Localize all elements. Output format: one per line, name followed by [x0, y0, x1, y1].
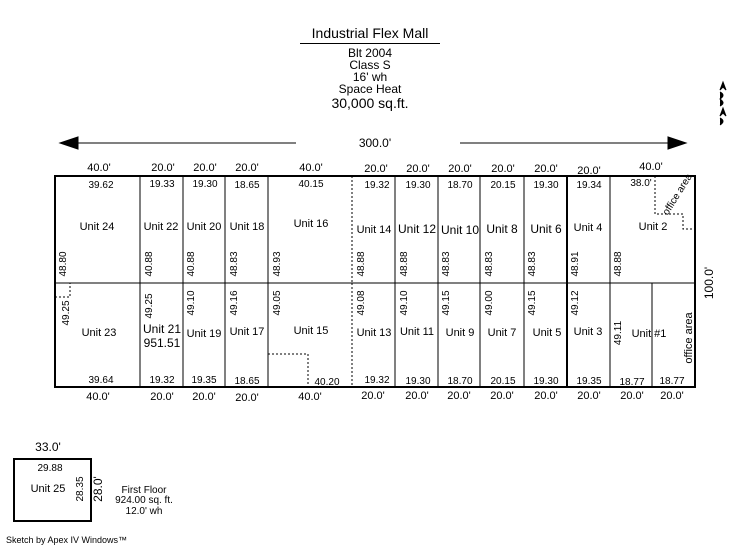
depth-value: 48.91: [570, 251, 581, 277]
dimension-label: 20.0': [361, 390, 385, 402]
unit-label: Unit 24: [79, 221, 115, 233]
frontage-value: 39.64: [88, 375, 114, 386]
frontage-value: 19.33: [149, 179, 175, 190]
unit-label: Unit 16: [293, 218, 329, 230]
depth-value: 48.88: [356, 251, 367, 277]
dimension-label: 20.0': [151, 162, 175, 174]
unit-25-width: 33.0': [35, 440, 61, 454]
sketch-title: Industrial Flex Mall: [311, 25, 429, 41]
frontage-value: 19.30: [533, 180, 559, 191]
unit-label: Unit 9: [445, 327, 475, 339]
depth-value: 48.88: [613, 251, 624, 277]
depth-value: 49.11: [613, 320, 624, 346]
dimension-label: 20.0': [193, 162, 217, 174]
unit-25-note: 12.0' wh: [125, 506, 163, 517]
north-arrow-icon: [720, 82, 726, 125]
dimension-label: 20.0': [577, 165, 601, 177]
frontage-value: 40.20: [314, 377, 340, 388]
dimension-label: 20.0': [660, 390, 684, 402]
dimension-label: 20.0': [405, 390, 429, 402]
dimension-label: 40.0': [299, 162, 323, 174]
unit-label: Unit 17: [229, 326, 265, 338]
office-area-label-bottom: office area: [683, 312, 695, 364]
top-unit-labels: [80, 218, 668, 237]
depth-value: 49.25: [61, 300, 72, 326]
unit-label: Unit 21: [142, 322, 182, 336]
depth-value: 49.10: [399, 290, 410, 316]
frontage-value: 18.70: [447, 376, 473, 387]
frontage-value: 40.15: [298, 179, 324, 190]
frontage-value: 18.77: [619, 377, 645, 388]
unit-area: 951.51: [143, 336, 181, 350]
unit-label: Unit 12: [397, 222, 437, 236]
frontage-value: 18.65: [234, 376, 260, 387]
depth-value: 49.05: [272, 290, 283, 316]
bottom-unit-labels: [82, 322, 667, 350]
dimension-label: 20.0': [150, 391, 174, 403]
unit-label: Unit 5: [532, 327, 562, 339]
dimension-label: 20.0': [490, 390, 514, 402]
unit-label: Unit 2: [638, 221, 668, 233]
frontage-value: 19.30: [405, 376, 431, 387]
depth-value: 48.83: [441, 251, 452, 277]
unit-label: Unit #1: [631, 328, 667, 340]
depth-value: 49.08: [356, 290, 367, 316]
frontage-value: 38.0': [630, 178, 652, 189]
depth-value: 49.12: [570, 290, 581, 316]
frontage-value: 18.77: [659, 376, 685, 387]
dimension-label: 20.0': [491, 163, 515, 175]
dimension-label: 20.0': [235, 392, 259, 404]
bottom-dimension-labels: [86, 390, 684, 404]
unit-label: Unit 20: [186, 221, 222, 233]
dimension-label: 20.0': [534, 390, 558, 402]
top-dimension-labels: [87, 161, 663, 177]
dimension-label: 40.0': [298, 391, 322, 403]
unit-25-depth: 28.0': [91, 476, 105, 502]
top-unit-depths: [58, 251, 624, 276]
depth-value: 49.10: [186, 290, 197, 316]
unit-label: Unit 4: [573, 222, 603, 234]
unit-label: Unit 23: [81, 327, 117, 339]
unit-label: Unit 19: [186, 328, 222, 340]
frontage-value: 18.70: [447, 180, 473, 191]
header-line-class: Class S: [349, 58, 391, 72]
office-area-label-top: office area: [660, 172, 695, 218]
frontage-value: 19.35: [191, 375, 217, 386]
frontage-value: 19.30: [533, 376, 559, 387]
dimension-label: 20.0': [235, 162, 259, 174]
depth-value: 48.83: [527, 251, 538, 277]
depth-value: 49.15: [527, 290, 538, 316]
overall-depth-label: 100.0': [702, 266, 716, 300]
unit-label: Unit 22: [143, 221, 179, 233]
depth-value: 49.15: [441, 290, 452, 316]
frontage-value: 18.65: [234, 180, 260, 191]
dimension-label: 20.0': [447, 390, 471, 402]
depth-value: 48.93: [272, 251, 283, 277]
dimension-label: 20.0': [534, 163, 558, 175]
dimension-label: 40.0': [86, 391, 110, 403]
dimension-label: 20.0': [406, 163, 430, 175]
unit-label: Unit 13: [356, 327, 392, 339]
frontage-value: 19.32: [364, 180, 390, 191]
unit-label: Unit 7: [487, 327, 517, 339]
depth-value: 40.88: [186, 251, 197, 277]
unit-label: Unit 14: [356, 224, 392, 236]
unit-label: Unit 8: [486, 222, 518, 236]
unit-label: Unit 18: [229, 221, 265, 233]
depth-value: 48.83: [229, 251, 240, 277]
dimension-label: 40.0': [639, 161, 663, 173]
unit-25-label: Unit 25: [30, 483, 66, 495]
total-area: 30,000 sq.ft.: [331, 95, 409, 111]
depth-value: 48.83: [484, 251, 495, 277]
frontage-value: 19.30: [405, 180, 431, 191]
building-outline: [55, 176, 695, 387]
unit-label: Unit 3: [573, 326, 603, 338]
unit-25-note: 924.00 sq. ft.: [115, 495, 173, 506]
dimension-label: 40.0': [87, 162, 111, 174]
unit-label: Unit 6: [530, 222, 562, 236]
unit-25-note: First Floor: [121, 485, 167, 496]
frontage-value: 19.30: [192, 179, 218, 190]
depth-value: 48.88: [399, 251, 410, 277]
frontage-value: 19.35: [576, 376, 602, 387]
dimension-label: 20.0': [577, 390, 601, 402]
header-line-heat: Space Heat: [338, 82, 402, 96]
frontage-value: 19.34: [576, 180, 602, 191]
depth-value: 48.80: [58, 251, 69, 277]
unit-label: Unit 11: [399, 326, 435, 338]
office-jogs: [55, 176, 695, 387]
dimension-label: 20.0': [448, 163, 472, 175]
unit-label: Unit 15: [293, 325, 329, 337]
depth-value: 49.16: [229, 290, 240, 316]
dimension-label: 20.0': [620, 390, 644, 402]
overall-width-label: 300.0': [358, 136, 392, 150]
dimension-label: 20.0': [364, 163, 388, 175]
unit-25-inner-depth: 28.35: [75, 476, 86, 502]
dimension-label: 20.0': [192, 391, 216, 403]
frontage-value: 20.15: [490, 376, 516, 387]
depth-value: 49.00: [484, 290, 495, 316]
header-line-built: Blt 2004: [347, 46, 393, 60]
header-line-wallheight: 16' wh: [352, 70, 388, 84]
unit-25-top: 29.88: [37, 463, 63, 474]
unit-label: Unit 10: [440, 223, 480, 237]
frontage-value: 19.32: [364, 375, 390, 386]
frontage-value: 39.62: [88, 180, 114, 191]
frontage-value: 19.32: [149, 375, 175, 386]
sketch-credit: Sketch by Apex IV Windows™: [6, 535, 128, 545]
depth-value: 49.25: [144, 293, 155, 319]
frontage-value: 20.15: [490, 180, 516, 191]
depth-value: 40.88: [144, 251, 155, 277]
